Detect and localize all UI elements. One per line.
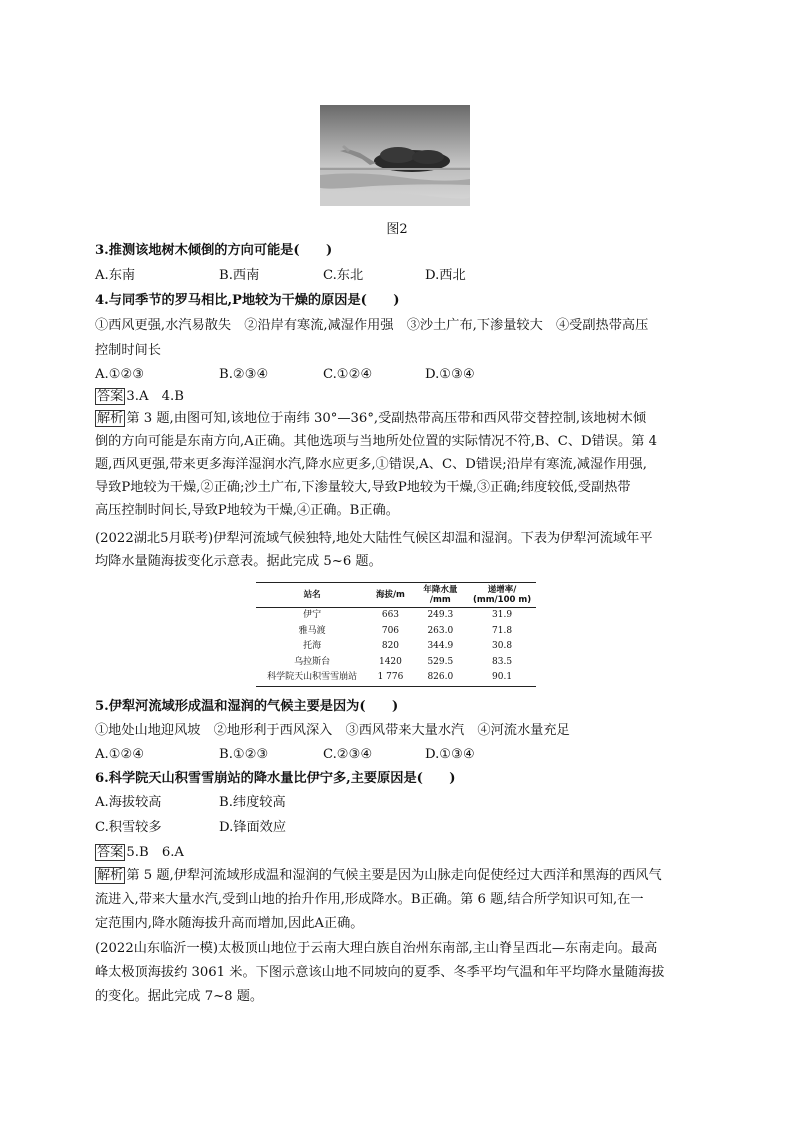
q4-option-c[interactable]: C.①②④ <box>323 367 373 382</box>
table-cell: 90.1 <box>468 670 536 686</box>
analysis-tag: 解析 <box>97 868 124 883</box>
table-cell: 31.9 <box>492 610 513 620</box>
explanation-3-4-line1 <box>95 408 715 430</box>
explanation-3-4-line5: 高压控制时间长,导致P地较为干燥,④正确。B正确。 <box>95 503 399 518</box>
q4-option-d[interactable]: D.①③④ <box>425 367 475 382</box>
explanation-3-4-line3: 题,西风更强,带来更多海洋湿润水汽,降水应更多,①错误,A、C、D错误;沿岸有寒流,减湿作用强, <box>95 457 647 472</box>
explanation-5-6-line1 <box>95 865 715 887</box>
q3-option-d[interactable]: D.西北 <box>425 268 466 283</box>
table-cell: 249.3 <box>427 610 454 620</box>
table-row <box>256 639 536 655</box>
question-4-items-line1: ①西风更强,水汽易散失 ②沿岸有寒流,减湿作用强 ③沙土广布,下渗量较大 ④受副热带高压 <box>95 318 649 333</box>
answer-tag: 答案 <box>97 845 124 860</box>
table-header: 递增率/ (mm/100 m) <box>468 583 536 608</box>
table-header: 站名 <box>256 583 368 608</box>
table-cell: 820 <box>381 641 400 651</box>
q5-option-b[interactable]: B.①②③ <box>219 747 269 762</box>
q3-option-c[interactable]: C.东北 <box>323 268 364 283</box>
q6-option-c[interactable]: C.积雪较多 <box>95 820 162 835</box>
q4-option-b[interactable]: B.②③④ <box>219 367 269 382</box>
table-header-row <box>256 583 536 608</box>
intro-5-6-line2: 均降水量随海拔变化示意表。据此完成 5~6 题。 <box>95 554 382 569</box>
intro-7-8-line3: 的变化。据此完成 7~8 题。 <box>95 989 264 1004</box>
table-cell: 伊宁 <box>303 610 322 620</box>
explanation-3-4-line2: 倒的方向可能是东南方向,A正确。其他选项与当地所处位置的实际情况不符,B、C、D错误。第 4 <box>95 434 657 449</box>
fallen-tree-photo <box>320 105 470 206</box>
table-cell: 托海 <box>303 641 322 651</box>
q6-option-a[interactable]: A.海拔较高 <box>95 795 162 810</box>
intro-5-6-line1: (2022湖北5月联考)伊犁河流域气候独特,地处大陆性气候区却温和湿润。下表为伊犁河流域年平 <box>95 531 653 546</box>
table-row <box>256 655 536 671</box>
table-cell: 83.5 <box>492 656 513 667</box>
table-cell: 乌拉斯台 <box>294 656 331 667</box>
q5-option-d[interactable]: D.①③④ <box>425 747 475 762</box>
explanation-text: 第 3 题,由图可知,该地位于南纬 30°—36°,受副热带高压带和西风带交替控制,该地树木倾 <box>126 411 647 426</box>
table-row <box>256 608 536 624</box>
question-4-items-line2: 控制时间长 <box>95 343 161 358</box>
answer-5-6-text: 5.B 6.A <box>126 845 184 860</box>
question-4-stem: 4.与同季节的罗马相比,P地较为干燥的原因是( ) <box>95 293 400 308</box>
question-3-stem: 3.推测该地树木倾倒的方向可能是( ) <box>95 243 333 258</box>
table-cell: 科学院天山积雪雪崩站 <box>256 670 368 686</box>
table-cell: 30.8 <box>492 641 513 651</box>
q3-option-b[interactable]: B.西南 <box>219 268 260 283</box>
q4-option-a[interactable]: A.①②③ <box>95 367 145 382</box>
table-cell: 826.0 <box>413 670 468 686</box>
intro-7-8-line1: (2022山东临沂一模)太极顶山地位于云南大理白族自治州东南部,主山脊呈西北—东南走向。最高 <box>95 941 658 956</box>
table-header: 年降水量 /mm <box>413 583 468 608</box>
answer-3-4-text: 3.A 4.B <box>126 389 184 404</box>
intro-7-8-line2: 峰太极顶海拔约 3061 米。下图示意该山地不同坡向的夏季、冬季平均气温和年平均降水量随海拔 <box>95 965 665 980</box>
question-5-items: ①地处山地迎风坡 ②地形利于西风深入 ③西风带来大量水汽 ④河流水量充足 <box>95 723 570 738</box>
q6-option-b[interactable]: B.纬度较高 <box>219 795 286 810</box>
table-cell: 663 <box>381 610 400 620</box>
explanation-3-4-line4: 导致P地较为干燥,②正确;沙土广布,下渗量较大,导致P地较为干燥,③正确;纬度较低,受副热带 <box>95 480 631 495</box>
question-5-stem: 5.伊犁河流域形成温和湿润的气候主要是因为( ) <box>95 699 399 714</box>
table-row <box>256 670 536 686</box>
table-cell: 雅马渡 <box>298 625 326 636</box>
table-cell: 344.9 <box>427 641 454 651</box>
precipitation-table <box>256 582 536 687</box>
table-cell: 529.5 <box>427 656 454 667</box>
question-6-stem: 6.科学院天山积雪雪崩站的降水量比伊宁多,主要原因是( ) <box>95 771 456 786</box>
explanation-text: 第 5 题,伊犁河流域形成温和湿润的气候主要是因为山脉走向促使经过大西洋和黑海的西风气 <box>126 868 662 883</box>
table-header: 海拔/m <box>368 583 412 608</box>
answer-tag: 答案 <box>97 389 124 404</box>
table-cell: 1 776 <box>368 670 412 686</box>
table-cell: 1420 <box>378 656 402 667</box>
table-row <box>256 624 536 640</box>
table-cell: 706 <box>381 625 400 636</box>
q3-option-a[interactable]: A.东南 <box>95 268 136 283</box>
table-cell: 71.8 <box>492 625 513 636</box>
figure-caption: 图2 <box>386 222 408 237</box>
answer-5-6 <box>95 842 715 864</box>
answer-3-4 <box>95 386 715 408</box>
analysis-tag: 解析 <box>97 411 124 426</box>
explanation-5-6-line2: 流进入,带来大量水汽,受到山地的抬升作用,形成降水。B正确。第 6 题,结合所学知识可知,在一 <box>95 892 644 907</box>
explanation-5-6-line3: 定范围内,降水随海拔升高而增加,因此A正确。 <box>95 916 364 931</box>
table-cell: 263.0 <box>427 625 454 636</box>
q5-option-a[interactable]: A.①②④ <box>95 747 145 762</box>
q6-option-d[interactable]: D.锋面效应 <box>219 820 287 835</box>
q5-option-c[interactable]: C.②③④ <box>323 747 373 762</box>
